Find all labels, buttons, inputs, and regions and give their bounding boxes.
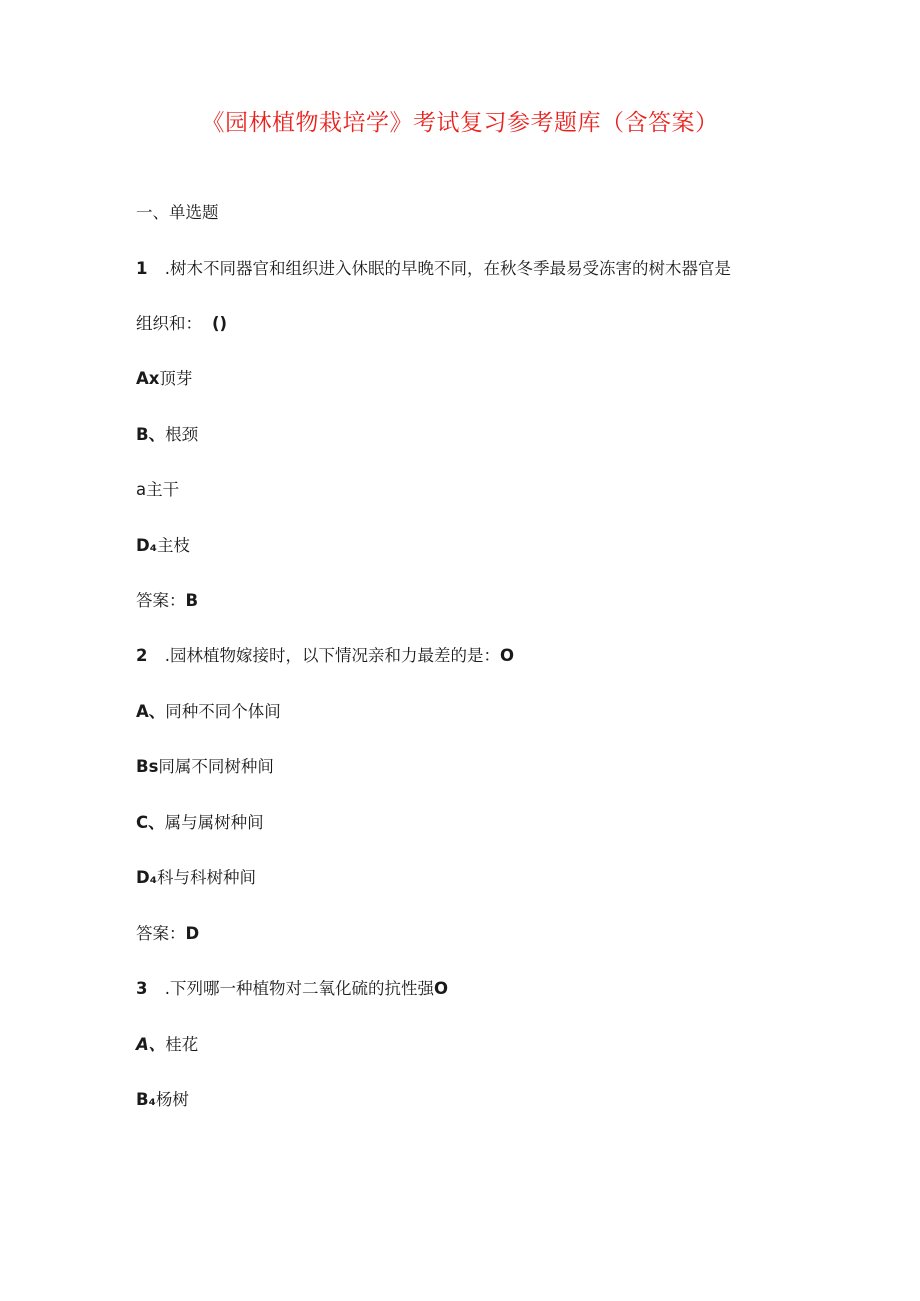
option-b [136,1089,189,1111]
blank-mark: O [499,646,515,665]
option-a [136,1034,198,1056]
question-3-stem [136,978,448,1000]
option-text: 根颈 [165,425,199,444]
option-text: 科与科树种间 [156,868,256,887]
question-number: 1 [136,259,148,278]
option-text: 同种不同个体间 [165,702,281,721]
option-b [136,424,198,446]
option-key: D₄ [136,536,157,555]
answer-value: D [185,924,200,943]
option-c [136,479,179,501]
answer-line [136,590,198,612]
option-text: 顶芽 [159,369,193,388]
option-key: Ax [136,369,160,388]
option-c [136,812,264,834]
option-key: B、 [136,425,166,444]
question-number: 3 [136,979,148,998]
option-text: 主干 [146,480,180,499]
blank-mark: O [433,979,449,998]
answer-line [136,923,199,945]
answer-value: B [185,591,199,610]
option-d [136,867,256,889]
option-d [136,535,190,557]
option-text: 桂花 [165,1035,199,1054]
question-text: .园林植物嫁接时，以下情况亲和力最差的是： [164,646,500,665]
blank-mark: () [212,314,228,333]
option-key: Bs [136,757,159,776]
question-number: 2 [136,646,148,665]
question-1-stem-cont [136,313,227,335]
option-text: 同属不同树种间 [158,757,274,776]
option-key: D₄ [136,868,157,887]
option-text: 主枝 [156,536,190,555]
option-key: A、 [136,702,166,721]
option-key: a [136,480,147,499]
option-key: B₄ [136,1090,156,1109]
question-2-stem [136,645,514,667]
option-a [136,701,281,723]
question-text: .下列哪一种植物对二氧化硫的抗性强 [164,979,434,998]
option-a [136,368,192,390]
option-b [136,756,274,778]
question-text: .树木不同器官和组织进入休眠的早晚不同，在秋冬季最易受冻害的树木器官是 [164,259,731,278]
document-title: 《园林植物栽培学》考试复习参考题库（含答案） [201,110,719,136]
option-key: C、 [136,813,165,832]
answer-label: 答案： [136,924,186,943]
option-key: A、 [136,1035,166,1054]
option-text: 杨树 [155,1090,189,1109]
section-heading: 一、单选题 [136,203,219,222]
answer-label: 答案： [136,591,186,610]
question-1-stem [136,258,731,280]
question-text-cont: 组织和： [136,314,202,333]
option-text: 属与属树种间 [164,813,264,832]
